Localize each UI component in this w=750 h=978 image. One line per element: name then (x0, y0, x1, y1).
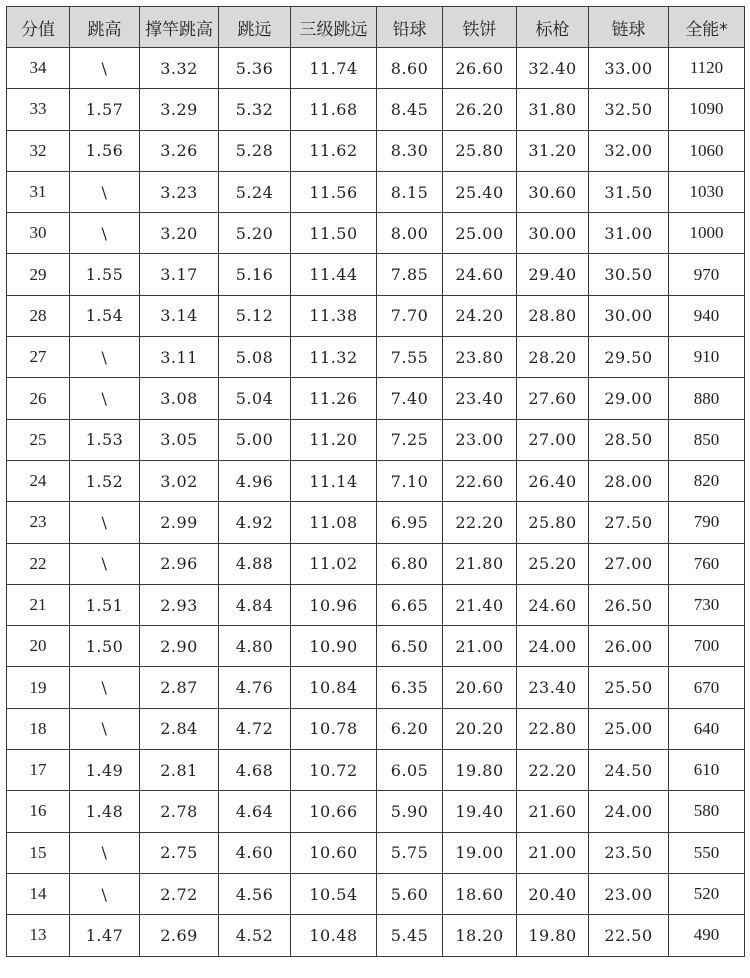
column-header-long-jump: 跳远 (219, 7, 291, 48)
cell-triple-jump: 11.26 (291, 378, 377, 419)
cell-javelin: 21.60 (517, 791, 589, 832)
cell-all-around: 910 (669, 337, 745, 378)
cell-triple-jump: 11.20 (291, 419, 377, 460)
cell-high-jump: 1.55 (70, 254, 140, 295)
cell-triple-jump: 10.84 (291, 667, 377, 708)
cell-all-around: 1000 (669, 213, 745, 254)
table-row (7, 89, 745, 130)
cell-long-jump: 4.60 (219, 832, 291, 873)
cell-hammer: 28.50 (589, 419, 669, 460)
cell-shot-put: 6.80 (377, 543, 443, 584)
cell-javelin: 24.60 (517, 584, 589, 625)
cell-high-jump: 1.50 (70, 626, 140, 667)
cell-pole-vault: 3.17 (140, 254, 219, 295)
cell-pole-vault: 3.02 (140, 460, 219, 501)
cell-hammer: 22.50 (589, 915, 669, 956)
cell-shot-put: 6.50 (377, 626, 443, 667)
table-row (7, 460, 745, 501)
cell-high-jump: \ (70, 832, 140, 873)
cell-javelin: 24.00 (517, 626, 589, 667)
table-row (7, 171, 745, 212)
cell-triple-jump: 11.08 (291, 502, 377, 543)
cell-javelin: 27.00 (517, 419, 589, 460)
cell-discus: 24.20 (443, 295, 517, 336)
cell-long-jump: 5.04 (219, 378, 291, 419)
table-body (7, 48, 745, 957)
cell-discus: 23.00 (443, 419, 517, 460)
cell-all-around: 1090 (669, 89, 745, 130)
table-row (7, 543, 745, 584)
cell-all-around: 820 (669, 460, 745, 501)
cell-triple-jump: 10.48 (291, 915, 377, 956)
cell-all-around: 880 (669, 378, 745, 419)
cell-shot-put: 6.65 (377, 584, 443, 625)
cell-all-around: 490 (669, 915, 745, 956)
cell-high-jump: \ (70, 213, 140, 254)
cell-score: 26 (7, 378, 70, 419)
cell-high-jump: \ (70, 48, 140, 89)
cell-triple-jump: 11.74 (291, 48, 377, 89)
cell-hammer: 32.00 (589, 130, 669, 171)
cell-long-jump: 5.32 (219, 89, 291, 130)
cell-hammer: 29.50 (589, 337, 669, 378)
cell-shot-put: 8.45 (377, 89, 443, 130)
cell-pole-vault: 3.26 (140, 130, 219, 171)
cell-high-jump: 1.49 (70, 750, 140, 791)
cell-score: 29 (7, 254, 70, 295)
table-row (7, 626, 745, 667)
cell-all-around: 700 (669, 626, 745, 667)
cell-pole-vault: 2.90 (140, 626, 219, 667)
cell-all-around: 940 (669, 295, 745, 336)
cell-discus: 18.60 (443, 873, 517, 914)
cell-high-jump: \ (70, 667, 140, 708)
cell-high-jump: 1.47 (70, 915, 140, 956)
cell-high-jump: \ (70, 873, 140, 914)
table-row (7, 48, 745, 89)
cell-hammer: 31.00 (589, 213, 669, 254)
table-row (7, 130, 745, 171)
table-row (7, 378, 745, 419)
cell-discus: 23.40 (443, 378, 517, 419)
column-header-all-around: 全能* (669, 7, 745, 48)
cell-score: 20 (7, 626, 70, 667)
cell-score: 21 (7, 584, 70, 625)
header-row (7, 7, 745, 48)
cell-long-jump: 4.52 (219, 915, 291, 956)
table-row (7, 750, 745, 791)
table-row (7, 832, 745, 873)
cell-score: 22 (7, 543, 70, 584)
cell-high-jump: 1.53 (70, 419, 140, 460)
cell-long-jump: 4.80 (219, 626, 291, 667)
cell-pole-vault: 2.69 (140, 915, 219, 956)
cell-triple-jump: 10.96 (291, 584, 377, 625)
cell-pole-vault: 3.11 (140, 337, 219, 378)
cell-hammer: 25.50 (589, 667, 669, 708)
cell-hammer: 25.00 (589, 708, 669, 749)
table-row (7, 295, 745, 336)
cell-javelin: 31.80 (517, 89, 589, 130)
cell-shot-put: 6.05 (377, 750, 443, 791)
cell-pole-vault: 3.20 (140, 213, 219, 254)
cell-pole-vault: 3.08 (140, 378, 219, 419)
cell-pole-vault: 2.96 (140, 543, 219, 584)
cell-shot-put: 5.75 (377, 832, 443, 873)
cell-shot-put: 7.40 (377, 378, 443, 419)
table-row (7, 213, 745, 254)
cell-high-jump: \ (70, 378, 140, 419)
table-row (7, 254, 745, 295)
cell-hammer: 32.50 (589, 89, 669, 130)
column-header-triple-jump: 三级跳远 (291, 7, 377, 48)
column-header-hammer: 链球 (589, 7, 669, 48)
cell-score: 31 (7, 171, 70, 212)
cell-long-jump: 5.00 (219, 419, 291, 460)
cell-discus: 21.00 (443, 626, 517, 667)
column-header-javelin: 标枪 (517, 7, 589, 48)
cell-shot-put: 8.00 (377, 213, 443, 254)
cell-triple-jump: 11.56 (291, 171, 377, 212)
column-header-score: 分值 (7, 7, 70, 48)
cell-hammer: 30.00 (589, 295, 669, 336)
scoring-table (6, 6, 745, 957)
cell-shot-put: 6.35 (377, 667, 443, 708)
cell-long-jump: 4.96 (219, 460, 291, 501)
cell-pole-vault: 2.99 (140, 502, 219, 543)
cell-score: 23 (7, 502, 70, 543)
cell-hammer: 27.00 (589, 543, 669, 584)
cell-all-around: 640 (669, 708, 745, 749)
cell-pole-vault: 2.84 (140, 708, 219, 749)
cell-triple-jump: 10.90 (291, 626, 377, 667)
cell-all-around: 1120 (669, 48, 745, 89)
cell-score: 14 (7, 873, 70, 914)
cell-shot-put: 8.30 (377, 130, 443, 171)
cell-score: 17 (7, 750, 70, 791)
cell-all-around: 730 (669, 584, 745, 625)
cell-pole-vault: 3.29 (140, 89, 219, 130)
cell-shot-put: 6.20 (377, 708, 443, 749)
cell-triple-jump: 11.14 (291, 460, 377, 501)
cell-long-jump: 4.76 (219, 667, 291, 708)
cell-pole-vault: 2.87 (140, 667, 219, 708)
cell-high-jump: \ (70, 337, 140, 378)
cell-javelin: 21.00 (517, 832, 589, 873)
cell-triple-jump: 10.78 (291, 708, 377, 749)
cell-triple-jump: 11.38 (291, 295, 377, 336)
cell-shot-put: 5.90 (377, 791, 443, 832)
cell-all-around: 610 (669, 750, 745, 791)
cell-pole-vault: 2.81 (140, 750, 219, 791)
cell-discus: 19.80 (443, 750, 517, 791)
cell-triple-jump: 11.02 (291, 543, 377, 584)
table-row (7, 584, 745, 625)
cell-shot-put: 7.70 (377, 295, 443, 336)
cell-shot-put: 7.55 (377, 337, 443, 378)
cell-score: 33 (7, 89, 70, 130)
cell-shot-put: 6.95 (377, 502, 443, 543)
cell-score: 16 (7, 791, 70, 832)
cell-long-jump: 5.20 (219, 213, 291, 254)
cell-discus: 21.80 (443, 543, 517, 584)
cell-score: 34 (7, 48, 70, 89)
cell-hammer: 24.00 (589, 791, 669, 832)
cell-high-jump: 1.57 (70, 89, 140, 130)
cell-javelin: 20.40 (517, 873, 589, 914)
cell-discus: 20.20 (443, 708, 517, 749)
cell-shot-put: 5.45 (377, 915, 443, 956)
cell-javelin: 31.20 (517, 130, 589, 171)
cell-triple-jump: 10.60 (291, 832, 377, 873)
cell-discus: 25.80 (443, 130, 517, 171)
cell-high-jump: 1.54 (70, 295, 140, 336)
cell-score: 19 (7, 667, 70, 708)
cell-triple-jump: 10.66 (291, 791, 377, 832)
cell-discus: 20.60 (443, 667, 517, 708)
cell-hammer: 27.50 (589, 502, 669, 543)
table-row (7, 667, 745, 708)
cell-all-around: 850 (669, 419, 745, 460)
cell-high-jump: \ (70, 708, 140, 749)
cell-discus: 23.80 (443, 337, 517, 378)
cell-score: 13 (7, 915, 70, 956)
score-sheet (6, 6, 744, 974)
cell-score: 15 (7, 832, 70, 873)
cell-high-jump: 1.51 (70, 584, 140, 625)
table-row (7, 337, 745, 378)
cell-hammer: 29.00 (589, 378, 669, 419)
cell-score: 25 (7, 419, 70, 460)
cell-score: 27 (7, 337, 70, 378)
cell-pole-vault: 3.23 (140, 171, 219, 212)
cell-score: 18 (7, 708, 70, 749)
table-row (7, 502, 745, 543)
cell-long-jump: 5.12 (219, 295, 291, 336)
cell-long-jump: 4.64 (219, 791, 291, 832)
cell-shot-put: 8.15 (377, 171, 443, 212)
cell-shot-put: 5.60 (377, 873, 443, 914)
cell-long-jump: 4.92 (219, 502, 291, 543)
cell-hammer: 31.50 (589, 171, 669, 212)
column-header-high-jump: 跳高 (70, 7, 140, 48)
cell-discus: 24.60 (443, 254, 517, 295)
cell-pole-vault: 2.72 (140, 873, 219, 914)
cell-high-jump: 1.52 (70, 460, 140, 501)
cell-pole-vault: 2.78 (140, 791, 219, 832)
cell-shot-put: 7.85 (377, 254, 443, 295)
cell-discus: 18.20 (443, 915, 517, 956)
table-row (7, 708, 745, 749)
cell-pole-vault: 3.14 (140, 295, 219, 336)
cell-long-jump: 4.84 (219, 584, 291, 625)
cell-javelin: 22.20 (517, 750, 589, 791)
table-row (7, 419, 745, 460)
cell-all-around: 670 (669, 667, 745, 708)
cell-discus: 25.40 (443, 171, 517, 212)
cell-javelin: 32.40 (517, 48, 589, 89)
cell-pole-vault: 3.32 (140, 48, 219, 89)
cell-high-jump: 1.48 (70, 791, 140, 832)
cell-javelin: 19.80 (517, 915, 589, 956)
cell-discus: 26.60 (443, 48, 517, 89)
cell-high-jump: \ (70, 171, 140, 212)
cell-all-around: 1030 (669, 171, 745, 212)
cell-all-around: 790 (669, 502, 745, 543)
cell-triple-jump: 11.68 (291, 89, 377, 130)
cell-hammer: 28.00 (589, 460, 669, 501)
cell-javelin: 25.80 (517, 502, 589, 543)
cell-hammer: 33.00 (589, 48, 669, 89)
cell-long-jump: 5.28 (219, 130, 291, 171)
cell-javelin: 27.60 (517, 378, 589, 419)
cell-javelin: 28.80 (517, 295, 589, 336)
table-row (7, 873, 745, 914)
cell-discus: 26.20 (443, 89, 517, 130)
cell-triple-jump: 11.62 (291, 130, 377, 171)
cell-shot-put: 7.10 (377, 460, 443, 501)
table-row (7, 791, 745, 832)
cell-triple-jump: 10.54 (291, 873, 377, 914)
cell-triple-jump: 11.32 (291, 337, 377, 378)
cell-hammer: 23.50 (589, 832, 669, 873)
column-header-pole-vault: 撑竿跳高 (140, 7, 219, 48)
cell-score: 32 (7, 130, 70, 171)
cell-pole-vault: 3.05 (140, 419, 219, 460)
cell-score: 28 (7, 295, 70, 336)
cell-long-jump: 4.68 (219, 750, 291, 791)
cell-long-jump: 5.24 (219, 171, 291, 212)
cell-javelin: 23.40 (517, 667, 589, 708)
cell-javelin: 28.20 (517, 337, 589, 378)
cell-long-jump: 5.16 (219, 254, 291, 295)
cell-all-around: 580 (669, 791, 745, 832)
cell-all-around: 760 (669, 543, 745, 584)
cell-discus: 21.40 (443, 584, 517, 625)
cell-hammer: 23.00 (589, 873, 669, 914)
cell-triple-jump: 10.72 (291, 750, 377, 791)
column-header-shot-put: 铅球 (377, 7, 443, 48)
cell-hammer: 30.50 (589, 254, 669, 295)
cell-long-jump: 5.08 (219, 337, 291, 378)
cell-javelin: 29.40 (517, 254, 589, 295)
cell-score: 24 (7, 460, 70, 501)
cell-high-jump: \ (70, 543, 140, 584)
cell-all-around: 520 (669, 873, 745, 914)
cell-javelin: 22.80 (517, 708, 589, 749)
cell-high-jump: 1.56 (70, 130, 140, 171)
cell-javelin: 30.60 (517, 171, 589, 212)
cell-all-around: 970 (669, 254, 745, 295)
table-header (7, 7, 745, 48)
cell-all-around: 1060 (669, 130, 745, 171)
cell-long-jump: 4.72 (219, 708, 291, 749)
cell-hammer: 24.50 (589, 750, 669, 791)
cell-javelin: 30.00 (517, 213, 589, 254)
cell-pole-vault: 2.93 (140, 584, 219, 625)
cell-long-jump: 5.36 (219, 48, 291, 89)
cell-hammer: 26.00 (589, 626, 669, 667)
cell-all-around: 550 (669, 832, 745, 873)
column-header-discus: 铁饼 (443, 7, 517, 48)
cell-score: 30 (7, 213, 70, 254)
cell-high-jump: \ (70, 502, 140, 543)
cell-discus: 22.60 (443, 460, 517, 501)
cell-triple-jump: 11.44 (291, 254, 377, 295)
cell-shot-put: 7.25 (377, 419, 443, 460)
cell-discus: 19.40 (443, 791, 517, 832)
cell-triple-jump: 11.50 (291, 213, 377, 254)
cell-discus: 25.00 (443, 213, 517, 254)
cell-javelin: 26.40 (517, 460, 589, 501)
cell-shot-put: 8.60 (377, 48, 443, 89)
cell-long-jump: 4.88 (219, 543, 291, 584)
cell-long-jump: 4.56 (219, 873, 291, 914)
cell-javelin: 25.20 (517, 543, 589, 584)
table-row (7, 915, 745, 956)
cell-discus: 19.00 (443, 832, 517, 873)
cell-pole-vault: 2.75 (140, 832, 219, 873)
cell-hammer: 26.50 (589, 584, 669, 625)
cell-discus: 22.20 (443, 502, 517, 543)
